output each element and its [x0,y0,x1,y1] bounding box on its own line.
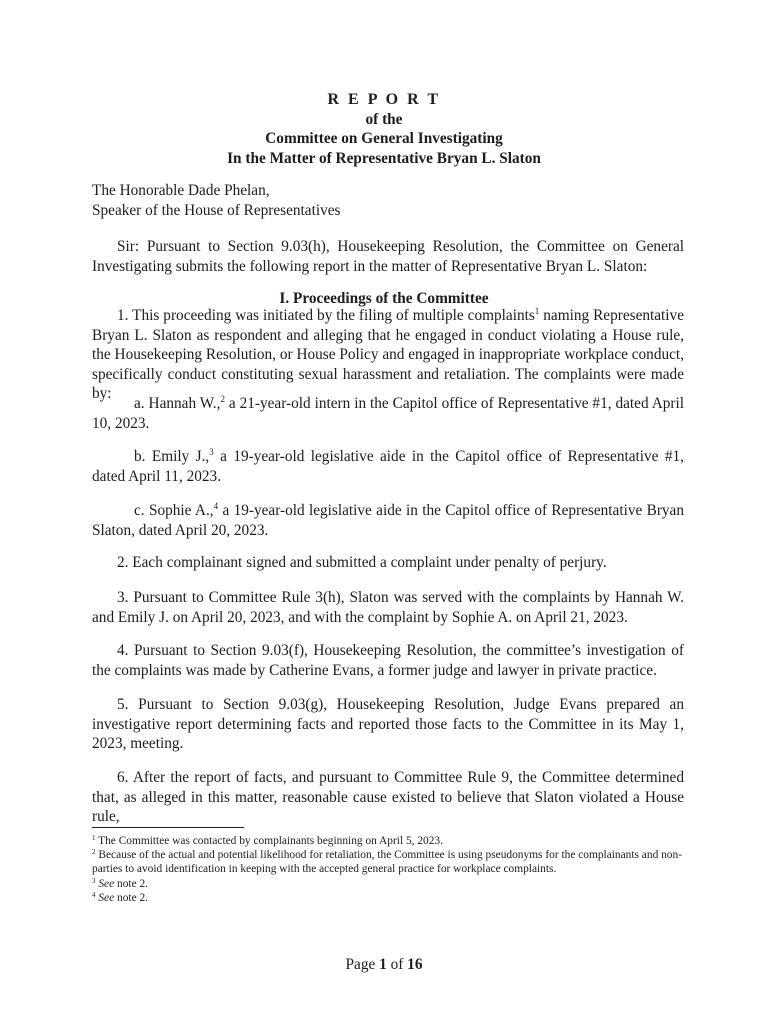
page-number [0,956,768,974]
footnote-ref-1[interactable]: 1 [534,306,540,316]
paragraph-2: 2. Each complainant signed and submitted a complaint under penalty of perjury. [117,554,607,571]
report-title-block [0,90,768,168]
report-title: R E P O R T [327,91,441,108]
addressee-line-1: The Honorable Dade Phelan, [92,182,270,199]
paragraph-5: 5. Pursuant to Section 9.03(g), Housekeeping Resolution, Judge Evans prepared an investigative report determining facts and reported those facts to the Committee in its May 1, 2023, meeting. [92,696,684,752]
complaint-a-text-a: a. Hannah W., [134,395,221,412]
footnote-4-text: note 2. [114,891,149,904]
section-heading: I. Proceedings of the Committee [279,290,489,307]
complaint-c-text-b: a 19-year-old legislative aide in the Capitol office of Representative Bryan Slaton, dated April 20, 2023. [92,502,684,539]
footnotes [92,834,684,905]
complaint-item-c [92,501,684,540]
footnote-3-see: See [98,877,115,890]
footnote-4 [92,891,684,905]
complaint-b-text-b: a 19-year-old legislative aide in the Capitol office of Representative #1, dated April 11, 2023. [92,448,684,485]
matter-title: In the Matter of Representative Bryan L. Slaton [227,149,541,167]
paragraph-1-text-a: 1. This proceeding was initiated by the filing of multiple complaints [117,307,535,324]
footnote-3-text: note 2. [114,877,149,890]
footnote-divider [92,827,244,828]
complaint-a-text-b: a 21-year-old intern in the Capitol office of Representative #1, dated April 10, 2023. [92,395,684,432]
page-total: 16 [407,956,423,973]
complaint-item-a [92,394,684,433]
intro-paragraph: Sir: Pursuant to Section 9.03(h), Housekeeping Resolution, the Committee on General Investigating submits the following report in the matter of Representative Bryan L. Slaton: [92,238,684,275]
footnote-ref-3[interactable]: 3 [209,447,214,457]
page-label: Page [345,956,376,973]
report-of-the: of the [365,110,403,128]
footnote-3-number: 3 [92,876,96,885]
paragraph-1-text-b: naming Representative Bryan L. Slaton as respondent and alleging that he engaged in conduct violating a House rule, the Housekeeping Resolution, or House Policy and engaged in inappropriate workplace conduct, specifically conduct constituting sexual harassment and retaliation. The complaints were made by: [92,307,684,402]
footnote-3 [92,877,684,891]
page-current: 1 [379,956,387,973]
paragraph-4: 4. Pursuant to Section 9.03(f), Housekeeping Resolution, the committee’s investigation of the complaints was made by Catherine Evans, a former judge and lawyer in private practice. [92,642,684,679]
footnote-1 [92,834,684,848]
footnote-2 [92,848,684,876]
complaint-b-text-a: b. Emily J., [134,448,210,465]
footnote-2-text: Because of the actual and potential likelihood for retaliation, the Committee is using pseudonyms for the complainants and non-parties to avoid identification in keeping with the accepted general practice for workplace complaints. [92,849,682,876]
paragraph-3: 3. Pursuant to Committee Rule 3(h), Slaton was served with the complaints by Hannah W. and Emily J. on April 20, 2023, and with the complaint by Sophie A. on April 21, 2023. [92,589,684,626]
footnote-ref-4[interactable]: 4 [213,501,219,511]
page-of: of [390,956,404,973]
complaint-c-text-a: c. Sophie A., [134,502,214,519]
footnote-2-number: 2 [92,848,96,857]
paragraph-6: 6. After the report of facts, and pursuant to Committee Rule 9, the Committee determined that, as alleged in this matter, reasonable cause existed to believe that Slaton violated a House rule, [92,769,684,825]
complaint-item-b [92,447,684,486]
paragraph-1 [92,306,684,404]
footnote-ref-2[interactable]: 2 [220,394,225,404]
committee-name: Committee on General Investigating [265,130,503,147]
addressee-line-2: Speaker of the House of Representatives [92,201,341,219]
footnote-1-text: The Committee was contacted by complainants beginning on April 5, 2023. [98,835,443,847]
footnote-4-see: See [98,891,115,904]
footnote-4-number: 4 [92,890,96,899]
footnote-1-number: 1 [92,834,96,842]
addressee [92,181,684,220]
